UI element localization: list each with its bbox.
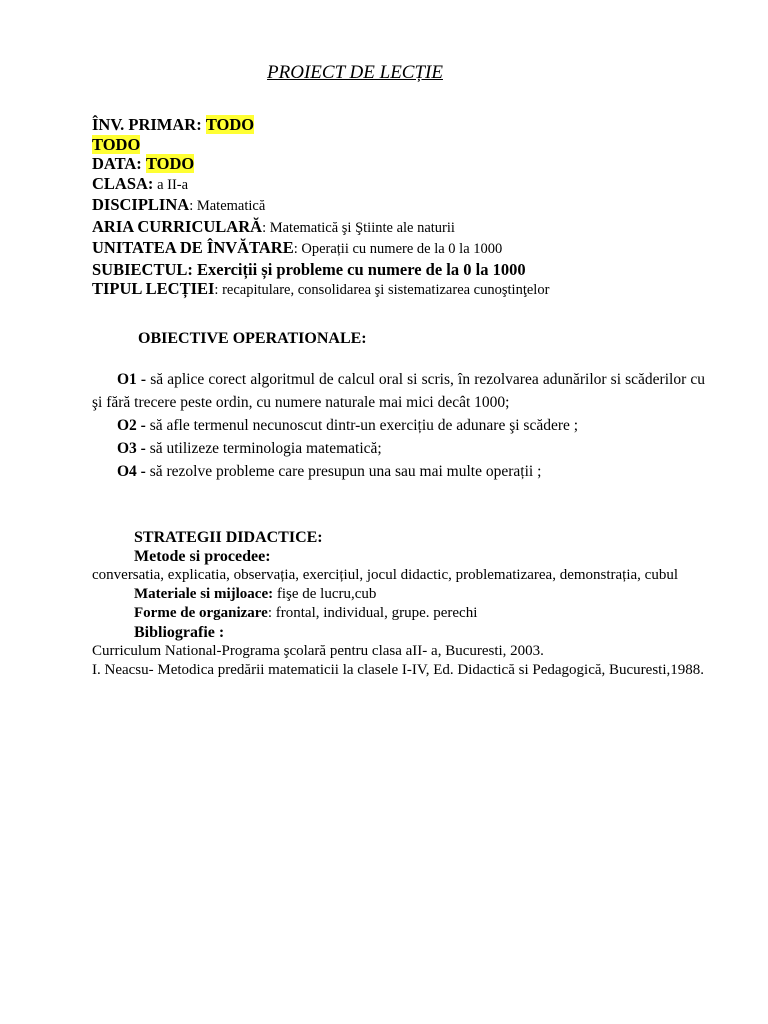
objective-item bbox=[92, 460, 705, 483]
disciplina-label: DISCIPLINA bbox=[92, 195, 190, 214]
methods-text: conversatia, explicatia, observația, exercițiul, jocul didactic, problematizarea, demonstrația, cubul bbox=[92, 567, 679, 583]
data-line bbox=[92, 154, 549, 174]
inv-primar-line bbox=[92, 115, 549, 135]
forms-line bbox=[92, 604, 712, 623]
disciplina-value: : Matematică bbox=[189, 198, 266, 214]
data-value: TODO bbox=[145, 154, 195, 173]
objective-code: O4 - bbox=[117, 463, 146, 480]
objective-text: să aplice corect algoritmul de calcul oral si scris, în rezolvarea adunărilor si scăderilor cu şi fără trecere peste ordin, cu numere naturale mai mici decât 1000; bbox=[92, 371, 705, 411]
objective-item bbox=[92, 437, 705, 460]
subiectul-label: SUBIECTUL: bbox=[92, 259, 193, 279]
objective-text: să utilizeze terminologia matematică; bbox=[145, 440, 382, 457]
todo-value: TODO bbox=[92, 134, 141, 154]
lesson-header bbox=[92, 115, 549, 301]
strategies-section bbox=[92, 528, 712, 680]
objective-code: O2 - bbox=[117, 417, 146, 434]
materials-line bbox=[92, 585, 712, 604]
tipul-line bbox=[92, 279, 549, 301]
forms-label: Forme de organizare bbox=[134, 605, 268, 621]
aria-label: ARIA CURRICULARĂ bbox=[92, 216, 263, 236]
objective-item bbox=[92, 414, 705, 437]
objectives-list bbox=[92, 368, 705, 483]
objective-code: O3 - bbox=[117, 440, 146, 457]
subiectul-line bbox=[92, 260, 549, 280]
strategies-heading: STRATEGII DIDACTICE: bbox=[134, 529, 323, 546]
tipul-value: : recapitulare, consolidarea şi sistematizarea cunoştinţelor bbox=[214, 282, 550, 298]
bibliography-item-1: Curriculum National-Programa şcolară pentru clasa aII- a, Bucuresti, 2003. bbox=[92, 643, 544, 659]
objective-code: O1 - bbox=[117, 371, 147, 388]
bibliography-label: Bibliografie : bbox=[134, 624, 225, 641]
materials-label: Materiale si mijloace: bbox=[134, 586, 274, 602]
clasa-value: a II-a bbox=[153, 176, 189, 193]
materials-value: fişe de lucru,cub bbox=[273, 586, 377, 602]
unitatea-value: : Operații cu numere de la 0 la 1000 bbox=[293, 241, 503, 257]
aria-value: : Matematică şi Ştiinte ale naturii bbox=[262, 219, 455, 236]
methods-label: Metode si procedee: bbox=[134, 548, 271, 565]
objectives-heading: OBIECTIVE OPERATIONALE: bbox=[138, 330, 367, 347]
todo-line bbox=[92, 135, 549, 155]
page-title: PROIECT DE LECȚIE bbox=[267, 62, 443, 83]
objective-text: să afle termenul necunoscut dintr-un exercițiu de adunare şi scădere ; bbox=[145, 417, 579, 434]
inv-primar-label: ÎNV. PRIMAR: bbox=[92, 115, 202, 134]
clasa-line bbox=[92, 174, 549, 196]
disciplina-line bbox=[92, 195, 549, 217]
objective-item bbox=[92, 368, 705, 414]
subiectul-value: Exerciții și probleme cu numere de la 0 la 1000 bbox=[192, 259, 526, 279]
inv-primar-value: TODO bbox=[205, 115, 255, 134]
data-label: DATA: bbox=[92, 154, 142, 173]
unitatea-line bbox=[92, 238, 549, 260]
unitatea-label: UNITATEA DE ÎNVĂTARE bbox=[92, 238, 294, 257]
forms-value: : frontal, individual, grupe. perechi bbox=[267, 605, 478, 621]
objective-text: să rezolve probleme care presupun una sau mai multe operații ; bbox=[145, 463, 542, 480]
bibliography-item-2: I. Neacsu- Metodica predării matematicii la clasele I-IV, Ed. Didactică si Pedagogică, Bucuresti,1988. bbox=[92, 662, 704, 678]
clasa-label: CLASA: bbox=[92, 173, 154, 193]
tipul-label: TIPUL LECȚIEI bbox=[92, 279, 215, 298]
aria-line bbox=[92, 217, 549, 239]
